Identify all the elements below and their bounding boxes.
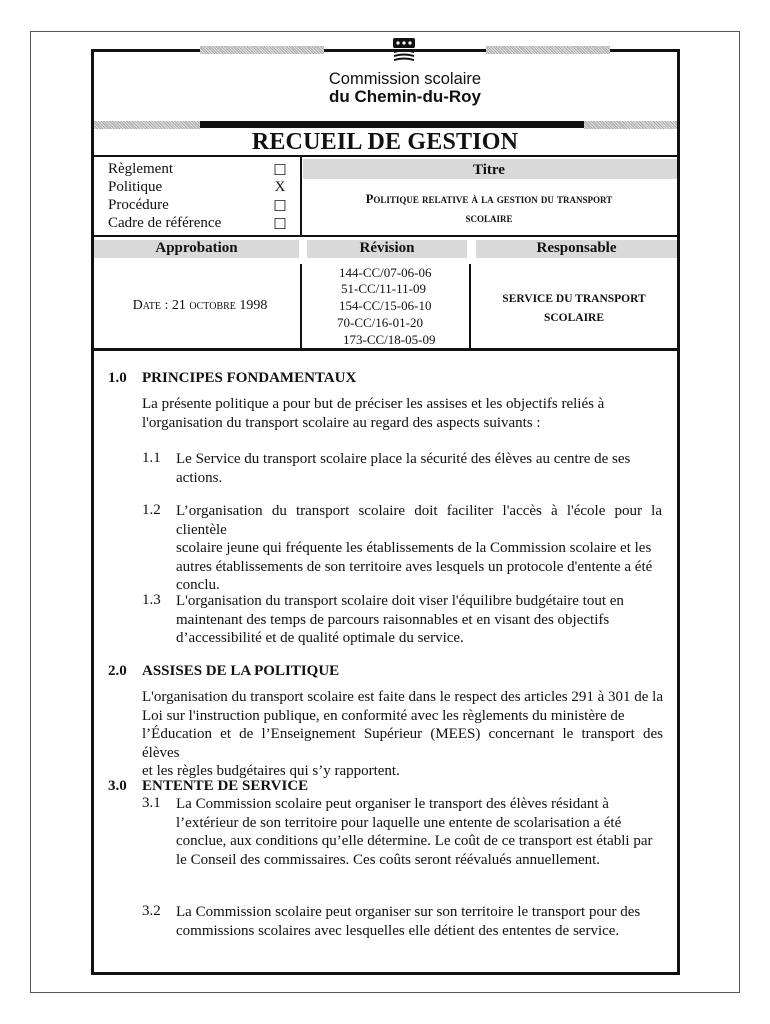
text-line: Le Service du transport scolaire place la sécurité des élèves au centre de ses [176, 451, 631, 467]
text-line: La présente politique a pour but de préciser les assises et les objectifs reliés à [142, 396, 605, 412]
revision-item: 144-CC/07-06-06 [339, 265, 432, 280]
text-line: le Conseil des commissaires. Ces coûts seront réévalués annuellement. [176, 851, 601, 868]
header-bottom-divider [94, 348, 677, 351]
policy-title-line2: scolaire [465, 211, 513, 225]
checkbox-politique: X [274, 179, 286, 195]
responsible-service-line2: SCOLAIRE [543, 312, 605, 324]
item-1-2-text [176, 502, 662, 595]
responsable-header: Responsable [536, 240, 617, 256]
item-number: 3.1 [142, 795, 161, 811]
top-hatch-right [486, 46, 610, 54]
section-1-intro [142, 395, 663, 432]
category-procedure: Procédure [108, 197, 169, 213]
checkbox-cadre: ☐ [273, 217, 287, 233]
header-solid-bar [200, 121, 584, 128]
header-hatch-left [94, 121, 200, 129]
text-line: L'organisation du transport scolaire doit viser l'équilibre budgétaire tout en [176, 593, 624, 609]
text-line: scolaire jeune qui fréquente les établissements de la Commission scolaire et les [176, 540, 652, 556]
text-line: La Commission scolaire peut organiser le transport des élèves résidant à [176, 796, 609, 812]
text-line: La Commission scolaire peut organiser sur son territoire le transport pour des [176, 904, 641, 920]
section-number: 3.0 [108, 778, 127, 794]
approval-top-divider [94, 235, 677, 237]
category-cadre: Cadre de référence [108, 215, 222, 231]
document-title: RECUEIL DE GESTION [251, 129, 519, 155]
approbation-header: Approbation [155, 240, 238, 256]
section-title: ENTENTE DE SERVICE [142, 778, 309, 794]
titre-header: Titre [473, 162, 505, 178]
revision-item: 70-CC/16-01-20 [337, 315, 423, 330]
text-line: conclu. [176, 577, 220, 593]
header-hatch-right [584, 121, 677, 129]
text-line: l’extérieur de son territoire pour laquelle une entente de scolarisation a été [176, 814, 622, 831]
item-3-1-text [176, 795, 662, 869]
organization-name-line2: du Chemin-du-Roy [328, 87, 482, 106]
responsible-service [474, 290, 674, 328]
revision-left-border [300, 264, 302, 348]
text-line: l’Éducation et de l’Enseignement Supérieur (MEES) concernant le transport des élèves [142, 726, 663, 761]
approval-date: Date : 21 octobre 1998 [132, 298, 268, 313]
text-line: maintenant des temps de parcours raisonnables et en visant des objectifs [176, 611, 610, 628]
text-line: et les règles budgétaires qui s’y rapportent. [142, 763, 400, 779]
policy-title [310, 190, 668, 228]
revision-item: 173-CC/18-05-09 [343, 332, 436, 347]
text-line: actions. [176, 469, 223, 486]
organization-name-line1: Commission scolaire [328, 70, 482, 88]
text-line: L’organisation du transport scolaire doit faciliter l'accès à l'école pour la clientèle [176, 503, 662, 538]
school-board-logo-icon [392, 38, 416, 64]
item-1-1-text [176, 450, 662, 487]
titre-left-border [300, 157, 302, 235]
section-title: PRINCIPES FONDAMENTAUX [142, 370, 357, 386]
responsible-service-line1: SERVICE DU TRANSPORT [502, 293, 646, 305]
category-politique: Politique [108, 179, 163, 195]
title-divider [94, 155, 677, 157]
revision-right-border [469, 264, 471, 348]
organization-name [300, 70, 510, 106]
checkbox-procedure: ☐ [273, 199, 287, 215]
text-line: commissions scolaires avec lesquelles elle détient des ententes de service. [176, 922, 620, 939]
section-2-text [142, 688, 663, 781]
section-number: 1.0 [108, 370, 127, 386]
item-3-2-text [176, 903, 662, 940]
category-reglement: Règlement [108, 161, 173, 177]
item-number: 1.1 [142, 450, 161, 466]
top-hatch-left [200, 46, 324, 54]
policy-title-line1: Politique relative à la gestion du transport [365, 192, 613, 206]
text-line: l'organisation du transport scolaire au regard des aspects suivants : [142, 414, 541, 431]
revision-header: Révision [359, 240, 415, 256]
text-line: Loi sur l'instruction publique, en conformité avec les règlements du ministère de [142, 707, 625, 724]
item-1-3-text [176, 592, 662, 648]
section-number: 2.0 [108, 663, 127, 679]
checkbox-reglement: ☐ [273, 163, 287, 179]
revision-item: 154-CC/15-06-10 [339, 298, 432, 313]
section-title: ASSISES DE LA POLITIQUE [142, 663, 340, 679]
text-line: autres établissements de son territoire aves lesquels un protocole d'entente a été [176, 558, 653, 575]
text-line: L'organisation du transport scolaire est faite dans le respect des articles 291 à 301 de la [142, 689, 664, 705]
item-number: 3.2 [142, 903, 161, 919]
item-number: 1.3 [142, 592, 161, 608]
text-line: conclue, aux conditions qu’elle détermine. Le coût de ce transport est établi par [176, 833, 653, 849]
text-line: d’accessibilité et de qualité optimale du service. [176, 630, 464, 646]
revision-item: 51-CC/11-11-09 [341, 281, 426, 296]
item-number: 1.2 [142, 502, 161, 518]
